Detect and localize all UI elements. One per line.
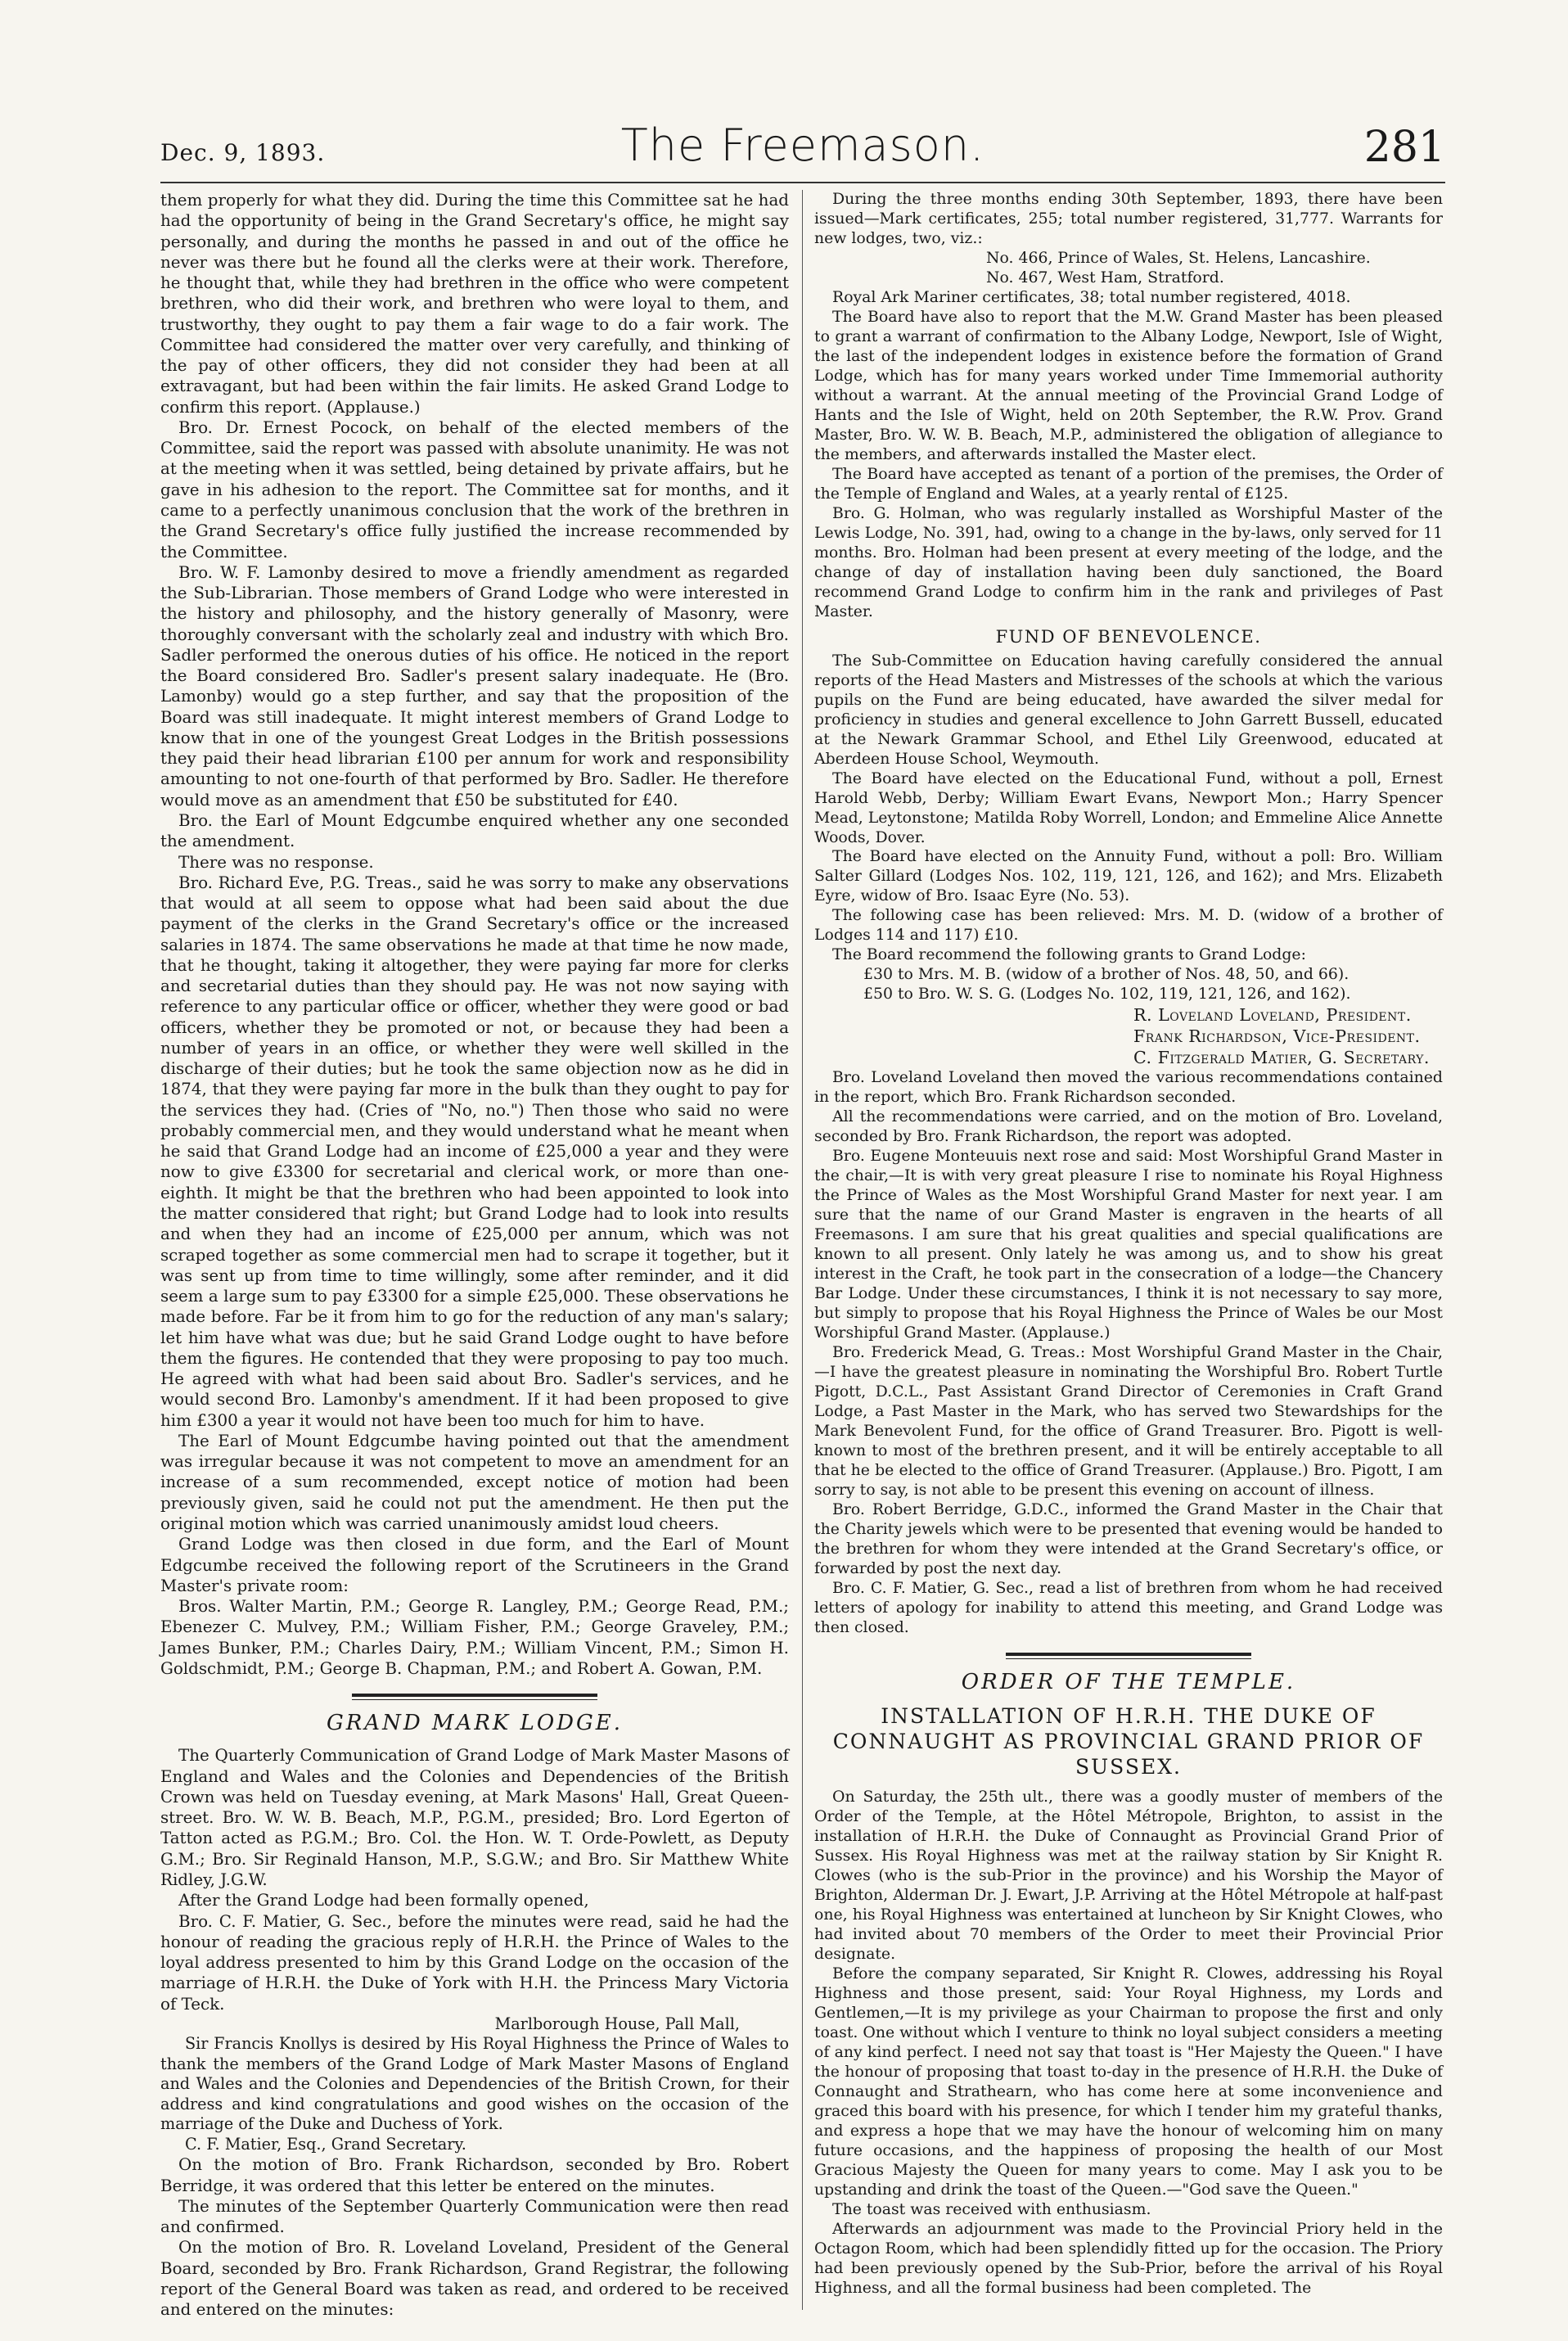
paragraph: Before the company separated, Sir Knight R. Clowes, addressing his Royal Highness and those present, said: Your Royal Highness, my Lords and Gentlemen,—It is my privilege as your Chairman to propose the first and only toast. One without which I venture to think no loyal subject considers a meeting of any kind perfect. I need not say that toast is "Her Majesty the Queen." I have the honour of proposing that toast to-day in the presence of H.R.H. the Duke of Connaught and Strathearn, who has come here at some inconvenience and graced this board with his presence, for which I tender him my grateful thanks, and express a hope that we may have the honour of welcoming him on many future occasions, and the happiness of proposing the health of our Most Gracious Majesty the Queen for many years to come. May I ask you to be upstanding and drink the toast of the Queen.—"God save the Queen."	[814, 1964, 1443, 2199]
column-divider	[802, 190, 803, 2310]
paragraph: Bro. the Earl of Mount Edgcumbe enquired whether any one seconded the amendment.	[160, 810, 789, 851]
paragraph: Bro. W. F. Lamonby desired to move a friendly amendment as regarded the Sub-Librarian. Those members of Grand Lodge who were interested in the history and philosophy, and the history generally of Masonry, were thoroughly conversant with the scholarly zeal and industry with which Bro. Sadler performed the onerous duties of his office. He noticed in the report the Board considered Bro. Sadler's present salary inadequate. He (Bro. Lamonby) would go a step further, and say that the proposition of the Board was still inadequate. It might interest members of Grand Lodge to know that in one of the youngest Great Lodges in the British possessions they paid their head librarian £100 per annum for work and responsibility amounting to not one-fourth of that performed by Bro. Sadler. He therefore would move as an amendment that £50 be substituted for £40.	[160, 562, 789, 810]
paragraph: Bro. G. Holman, who was regularly installed as Worshipful Master of the Lewis Lodge, No. 391, had, owing to a change in the by-laws, only served for 11 months. Bro. Holman had been present at every meeting of the lodge, and the change of day of installation having been duly sanctioned, the Board recommend Grand Lodge to confirm him in the rank and privileges of Past Master.	[814, 504, 1443, 620]
list-item: No. 466, Prince of Wales, St. Helens, Lancashire.	[986, 249, 1371, 267]
paragraph: Bro. C. F. Matier, G. Sec., read a list of brethren from whom he had received letters of apology for inability to attend this meeting, and Grand Lodge was then closed.	[814, 1579, 1443, 1636]
royal-letter	[160, 2014, 789, 2155]
section-title-grand-mark-lodge: GRAND MARK LODGE.	[326, 1711, 624, 1736]
paragraph: After the Grand Lodge had been formally opened,	[178, 1891, 589, 1910]
new-lodges-list	[814, 249, 1443, 288]
paragraph: There was no response.	[178, 852, 374, 872]
signatures	[814, 1004, 1443, 1068]
signature-line: C. Fitzgerald Matier, G. Secretary.	[1133, 1048, 1430, 1068]
letter-body: Sir Francis Knollys is desired by His Royal Highness the Prince of Wales to thank the members of the Grand Lodge of Mark Master Masons of England and Wales and the Colonies and Dependencies of the British Crown, for their address and kind congratulations and good wishes on the occasion of the marriage of the Duke and Duchess of York.	[160, 2034, 789, 2134]
paragraph: On the motion of Bro. Frank Richardson, seconded by Bro. Robert Berridge, it was ordered that this letter be entered on the minutes.	[160, 2155, 789, 2195]
letter-recipient: C. F. Matier, Esq., Grand Secretary.	[185, 2134, 466, 2154]
paragraph: them properly for what they did. During the time this Committee sat he had had the opportunity of being in the Grand Secretary's office, he might say personally, and during the months he passed in and out of the office he never was there but he found all the clerks were at their work. Therefore, he thought that, while they had brethren in the office who were competent brethren, who did their work, and brethren who were loyal to them, and trustworthy, they ought to pay them a fair wage to do a fair work. The Committee had considered the matter over very carefully, and thinking of the pay of other officers, they did not consider they had been at all extravagant, but had been within the fair limits. He asked Grand Lodge to confirm this report. (Applause.)	[160, 191, 789, 417]
paragraph: The Board have accepted as tenant of a portion of the premises, the Order of the Temple of England and Wales, at a yearly rental of £125.	[814, 465, 1443, 503]
paragraph: Royal Ark Mariner certificates, 38; total number registered, 4018.	[832, 288, 1351, 306]
issue-date: Dec. 9, 1893.	[160, 139, 326, 166]
paragraph: The Sub-Committee on Education having carefully considered the annual reports of the Head Masters and Mistresses of the schools at which the various pupils on the Fund are being educated, have awarded the silver medal for proficiency in studies and general excellence to John Garrett Bussell, educated at the Newark Grammar School, and Ethel Lily Greenwood, educated at Aberdeen House School, Weymouth.	[814, 652, 1443, 768]
letter-address: Marlborough House, Pall Mall,	[494, 2014, 740, 2033]
paragraph: The toast was received with enthusiasm.	[832, 2200, 1151, 2218]
paragraph: Grand Lodge was then closed in due form, and the Earl of Mount Edgcumbe received the following report of the Scrutineers in the Grand Master's private room:	[160, 1535, 789, 1595]
section-divider	[1006, 1653, 1251, 1659]
grants-list	[814, 965, 1443, 1004]
list-item: No. 467, West Ham, Stratford.	[986, 268, 1224, 286]
page-number: 281	[1363, 123, 1445, 172]
paragraph: The Earl of Mount Edgcumbe having pointed out that the amendment was irregular because it was not competent to move an amendment for an increase of a sum recommended, except notice of motion had been previously given, said he could not put the amendment. He then put the original motion which was carried unanimously amidst loud cheers.	[160, 1431, 789, 1533]
paragraph: The Board recommend the following grants to Grand Lodge:	[832, 946, 1306, 964]
section-title-order-of-the-temple: ORDER OF THE TEMPLE.	[961, 1669, 1296, 1694]
paragraph: The Board have elected on the Annuity Fund, without a poll: Bro. William Salter Gillard (Lodges Nos. 102, 119, 121, 126, and 162); and Mrs. Elizabeth Eyre, widow of Bro. Isaac Eyre (No. 53).	[814, 848, 1443, 905]
paragraph: Bro. Frederick Mead, G. Treas.: Most Worshipful Grand Master in the Chair,—I have the greatest pleasure in nominating the Worshipful Bro. Robert Turtle Pigott, D.C.L., Past Assistant Grand Director of Ceremonies in Craft Grand Lodge, a Past Master in the Mark, who has served two Stewardships for the Mark Benevolent Fund, for the office of Grand Treasurer. Bro. Pigott is well-known to most of the brethren present, and it will be entirely acceptable to all that he be elected to the office of Grand Treasurer. (Applause.) Bro. Pigott, I am sorry to say, is not able to be present this evening on account of illness.	[814, 1344, 1443, 1500]
paragraph: Bro. Dr. Ernest Pocock, on behalf of the elected members of the Committee, said the report was passed with absolute unanimity. He was not at the meeting when it was settled, being detained by private affairs, but he gave in his adhesion to the report. The Committee sat for months, and it came to a perfectly unanimous conclusion that the work of the brethren in the Grand Secretary's office fully justified the increase recommended by the Committee.	[160, 417, 789, 562]
paragraph: Afterwards an adjournment was made to the Provincial Priory held in the Octagon Room, which had been splendidly fitted up for the occasion. The Priory had been previously opened by the Sub-Prior, before the arrival of his Royal Highness, and all the formal business had been completed. The	[814, 2220, 1443, 2297]
fund-of-benevolence-heading: FUND OF BENEVOLENCE.	[995, 626, 1262, 647]
paragraph: The minutes of the September Quarterly Communication were then read and confirmed.	[160, 2196, 789, 2237]
paragraph: On the motion of Bro. R. Loveland Loveland, President of the General Board, seconded by Bro. Frank Richardson, Grand Registrar, the following report of the General Board was taken as read, and ordered to be received and entered on the minutes:	[160, 2238, 789, 2320]
paragraph: The following case has been relieved: Mrs. M. D. (widow of a brother of Lodges 114 and 117) £10.	[814, 907, 1443, 945]
left-column	[160, 190, 789, 2320]
paragraph: On Saturday, the 25th ult., there was a goodly muster of members of the Order of the Temple, at the Hôtel Métropole, Brighton, to assist in the installation of H.R.H. the Duke of Connaught as Provincial Grand Prior of Sussex. His Royal Highness was met at the railway station by Sir Knight R. Clowes (who is the sub-Prior in the province) and his Worship the Mayor of Brighton, Alderman Dr. J. Ewart, J.P. Arriving at the Hôtel Métropole at half-past one, his Royal Highness was entertained at luncheon by Sir Knight Clowes, who had invited about 70 members of the Order to meet their Provincial Prior designate.	[814, 1788, 1443, 1963]
section-divider	[352, 1694, 597, 1700]
paragraph: The Board have also to report that the M.W. Grand Master has been pleased to grant a warrant of confirmation to the Albany Lodge, Newport, Isle of Wight, the last of the independent lodges in existence before the formation of Grand Lodge, which has for many years worked under Time Immemorial authority without a warrant. At the annual meeting of the Provincial Grand Lodge of Hants and the Isle of Wight, held on 20th September, the R.W. Prov. Grand Master, Bro. W. W. B. Beach, M.P., administered the obligation of allegiance to the members, and afterwards installed the Master elect.	[814, 308, 1443, 463]
paragraph: Bro. Richard Eve, P.G. Treas., said he was sorry to make any observations that would at all seem to oppose what had been said about the due payment of the clerks in the Grand Secretary's office or the increased salaries in 1874. The same observations he made at that time he now made, that he thought, taking it altogether, they were paying far more for clerks and secretarial duties than they should pay. He was not now saying with reference to any particular office or officer, whether they were good or bad officers, whether they be promoted or not, or because they had been a number of years in an office, or whether they were well skilled in the discharge of their duties; but he took the same objection now as he did in 1874, that they were paying far more in the bulk than they ought to pay for the services they had. (Cries of "No, no.") Then those who said no were probably commercial men, and they would understand what he meant when he said that Grand Lodge had an income of £25,000 a year and they were now to give £3300 for secretarial and clerical work, or more than one-eighth. It might be that the brethren who had been appointed to look into the matter considered that right; but Grand Lodge had to look into results and when they had an income of £25,000 per annum, which was not scraped together as some commercial men had to scrape it together, but it was sent up from time to time willingly, some after reminder, and it did seem a large sum to pay £3300 for a simple £25,000. These observations he made before. Far be it from him to go for the reduction of any man's salary; let him have what was due; but he said Grand Lodge ought to have before them the figures. He contended that they were proposing to pay too much. He agreed with what had been said about Bro. Sadler's services, and he would second Bro. Lamonby's amendment. If it had been proposed to give him £300 a year it would not have been too much for him to have.	[160, 873, 789, 1430]
masthead	[160, 120, 1445, 177]
list-item: £30 to Mrs. M. B. (widow of a brother of Nos. 48, 50, and 66).	[863, 966, 1349, 984]
masthead-rule	[160, 182, 1445, 183]
publication-title: The Freemason.	[620, 120, 985, 171]
paragraph: The Quarterly Communication of Grand Lodge of Mark Master Masons of England and Wales and the Colonies and Dependencies of the British Crown was held on Tuesday evening, at Mark Masons' Hall, Great Queen-street. Bro. W. W. B. Beach, M.P., P.G.M., presided; Bro. Lord Egerton of Tatton acted as P.G.M.; Bro. Col. the Hon. W. T. Orde-Powlett, as Deputy G.M.; Bro. Sir Reginald Hanson, M.P., S.G.W.; and Bro. Sir Matthew White Ridley, J.G.W.	[160, 1746, 789, 1889]
paragraph: Bro. Loveland Loveland then moved the various recommendations contained in the report, which Bro. Frank Richardson seconded.	[814, 1069, 1443, 1107]
scrutineers-list: Bros. Walter Martin, P.M.; George R. Langley, P.M.; George Read, P.M.; Ebenezer C. Mulvey, P.M.; William Fisher, P.M.; George Graveley, P.M.; James Bunker, P.M.; Charles Dairy, P.M.; William Vincent, P.M.; Simon H. Goldschmidt, P.M.; George B. Chapman, P.M.; and Robert A. Gowan, P.M.	[160, 1597, 789, 1678]
list-item: £50 to Bro. W. S. G. (Lodges No. 102, 119, 121, 126, and 162).	[863, 986, 1351, 1004]
paragraph: During the three months ending 30th September, 1893, there have been issued—Mark certificates, 255; total number registered, 31,777. Warrants for new lodges, two, viz.:	[814, 191, 1443, 247]
paragraph: The Board have elected on the Educational Fund, without a poll, Ernest Harold Webb, Derby; William Ewart Evans, Newport Mon.; Harry Spencer Mead, Leytonstone; Matilda Roby Worrell, London; and Emmeline Alice Annette Woods, Dover.	[814, 769, 1443, 846]
signature-line: Frank Richardson, Vice-President.	[1133, 1026, 1421, 1047]
paragraph: Bro. C. F. Matier, G. Sec., before the minutes were read, said he had the honour of reading the gracious reply of H.R.H. the Prince of Wales to the loyal address presented to him by this Grand Lodge on the occasion of the marriage of H.R.H. the Duke of York with H.H. the Princess Mary Victoria of Teck.	[160, 1911, 789, 2014]
paragraph: All the recommendations were carried, and on the motion of Bro. Loveland, seconded by Bro. Frank Richardson, the report was adopted.	[814, 1108, 1443, 1146]
right-column	[814, 190, 1443, 2298]
signature-line: R. Loveland Loveland, President.	[1133, 1005, 1412, 1026]
paragraph: Bro. Eugene Monteuuis next rose and said: Most Worshipful Grand Master in the chair,—It is with very great pleasure I rise to nominate his Royal Highness the Prince of Wales as the Most Worshipful Grand Master for next year. I am sure that the name of our Grand Master is engraven in the hearts of all Freemasons. I am sure that his great qualities and special qualifications are known to all present. Only lately he was among us, and to show his great interest in the Craft, he took part in the consecration of a lodge—the Chancery Bar Lodge. Under these circumstances, I think it is not necessary to say more, but simply to propose that his Royal Highness the Prince of Wales be our Most Worshipful Grand Master. (Applause.)	[814, 1148, 1443, 1342]
paragraph: Bro. Robert Berridge, G.D.C., informed the Grand Master in the Chair that the Charity jewels which were to be presented that evening would be handed to the brethren for whom they were intended at the Grand Secretary's office, or forwarded by post the next day.	[814, 1501, 1443, 1577]
installation-heading: INSTALLATION OF H.R.H. THE DUKE OF CONNAUGHT AS PROVINCIAL GRAND PRIOR OF SUSSEX.	[832, 1703, 1425, 1779]
